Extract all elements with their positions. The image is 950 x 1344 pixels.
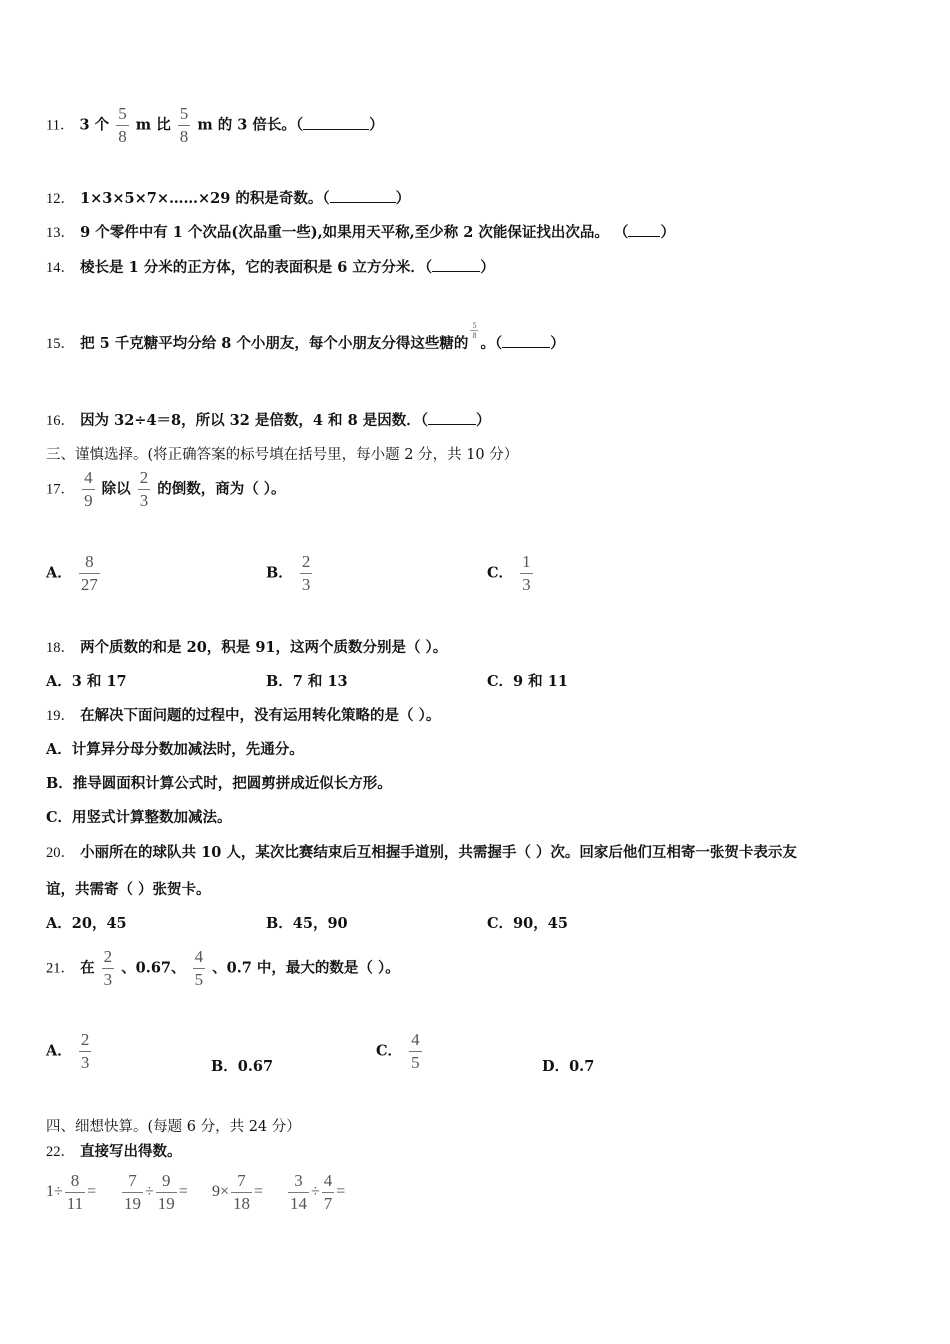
question-text: 的倒数，商为（ ）。 [157,480,286,498]
question-14 [46,256,495,277]
question-text: 谊，共需寄（ ）张贺卡。 [46,881,211,898]
question-22 [46,1140,182,1161]
option-text: 推导圆面积计算公式时，把圆剪拼成近似长方形。 [72,775,392,792]
option-b[interactable] [266,551,314,596]
option-text: 3 和 17 [71,673,127,690]
fraction: $\frac{4}{7}$ [323,1171,333,1213]
question-number: 14． [46,260,75,276]
question-number: 11． [46,117,75,134]
question-19 [46,704,440,725]
question-text: 9 个零件中有 1 个次品(次品重一些),如果用天平称,至少称 2 次能保证找出次品。 （ [80,224,629,241]
option-b[interactable] [211,1055,273,1076]
option-a[interactable] [46,738,304,759]
answer-blank[interactable] [432,259,480,272]
fraction: $\frac{2}{3}$ [139,468,149,510]
fraction: $\frac{9}{19}$ [157,1171,175,1213]
calc-expression-3 [212,1170,263,1215]
question-text: 直接写出得数。 [80,1143,182,1160]
question-text: 在 [80,959,95,977]
question-17 [46,467,286,512]
option-b[interactable] [266,912,348,933]
question-number: 22． [46,1144,75,1160]
question-text: 、0.67、 [121,959,186,977]
option-c[interactable] [487,551,535,596]
answer-blank[interactable] [628,224,660,237]
fraction: $\frac{2}{3}$ [103,947,113,989]
operand: 1 [46,1183,54,1201]
fraction: $\frac{4}{5}$ [411,1030,420,1072]
question-text: 、0.7 中，最大的数是（ ）。 [212,959,400,977]
section-3-title: 三、谨慎选择。(将正确答案的标号填在括号里，每小题 2 分，共 10 分） [46,447,519,463]
operator: ÷ [54,1183,63,1201]
option-text: 0.67 [237,1058,274,1075]
option-label: A． [46,673,72,690]
question-text: 小丽所在的球队共 10 人，某次比赛结束后互相握手道别，共需握手（ ）次。回家后他们互相寄一张贺卡表示友 [80,844,797,861]
calc-expression-1 [46,1170,96,1215]
fraction: $\frac{7}{18}$ [233,1171,251,1213]
question-number: 12． [46,191,75,207]
question-text: 棱长是 1 分米的正方体，它的表面积是 6 立方分米．（ [80,259,433,276]
question-text: 因为 32÷4＝8，所以 32 是倍数，4 和 8 是因数．（ [80,412,428,429]
equals-sign: = [336,1183,346,1201]
option-b[interactable] [46,772,392,793]
option-label: B． [211,1058,238,1075]
option-label: C． [487,564,514,582]
question-text: 3 个 [79,116,110,134]
fraction: $\frac{8}{11}$ [66,1171,84,1213]
fraction: $\frac{5}{8}$ [118,104,127,146]
option-label: B． [266,673,293,690]
option-label: C． [487,915,514,932]
option-label: A． [46,564,72,582]
equals-sign: = [178,1183,188,1201]
paren-close: ） [475,412,491,429]
fraction: $\frac{5}{8}$ [179,104,189,146]
option-text: 0.7 [569,1058,595,1075]
option-text: 45，90 [292,915,348,932]
paren-close: ） [660,224,675,241]
question-number: 20． [46,845,75,861]
question-20-cont [46,878,211,899]
option-b[interactable] [266,670,348,691]
option-label: A． [46,1042,72,1060]
operand: 9 [212,1183,220,1201]
fraction: $\frac{1}{3}$ [522,552,531,594]
question-number: 16． [46,413,75,429]
question-number: 13． [46,225,75,241]
question-16 [46,409,490,430]
question-text: 把 5 千克糖平均分给 8 个小朋友，每个小朋友分得这些糖的 [80,335,469,352]
option-c[interactable] [46,806,232,827]
option-text: 90，45 [513,915,568,932]
question-18 [46,636,447,657]
fraction: $\frac{7}{19}$ [124,1171,141,1213]
option-text: 计算异分母分数加减法时，先通分。 [71,741,304,758]
option-label: C． [487,673,514,690]
equals-sign: = [87,1183,97,1201]
question-text: 。（ [480,335,503,352]
paren-close: ） [369,116,384,134]
option-label: C． [376,1042,403,1060]
option-a[interactable] [46,1029,93,1074]
question-12 [46,187,410,208]
option-label: B． [46,775,73,792]
question-text: m 的 3 倍长。（ [197,116,304,134]
option-a[interactable] [46,551,102,596]
question-21 [46,946,400,991]
option-label: A． [46,915,72,932]
option-a[interactable] [46,670,127,691]
question-13 [46,221,675,242]
fraction: $\frac{8}{27}$ [80,552,98,594]
option-text: 9 和 11 [513,673,568,690]
question-number: 19． [46,708,75,724]
option-text: 用竖式计算整数加减法。 [72,809,232,826]
option-c[interactable] [487,670,568,691]
question-15 [46,321,565,353]
fraction: $\frac{4}{9}$ [84,468,93,510]
question-20 [46,841,797,862]
question-text: m 比 [135,116,171,134]
fraction: $\frac{2}{3}$ [301,552,311,594]
question-text: 1×3×5×7×……×29 的积是奇数。（ [80,190,330,207]
operator: × [220,1183,230,1201]
paren-close: ） [550,335,565,352]
option-text: 7 和 13 [292,673,348,690]
question-number: 15． [46,336,75,352]
option-label: B． [266,915,293,932]
option-text: 20，45 [71,915,127,932]
fraction: $\frac{5}{8}$ [472,321,477,340]
option-label: C． [46,809,73,826]
paren-close: ） [480,259,495,276]
option-a[interactable] [46,912,127,933]
question-text: 两个质数的和是 20，积是 91，这两个质数分别是（ ）。 [80,639,448,656]
answer-blank[interactable] [428,412,476,425]
equals-sign: = [254,1183,264,1201]
question-number: 21． [46,960,75,977]
question-text: 除以 [101,480,131,498]
option-d[interactable] [542,1055,594,1076]
operator: ÷ [311,1183,320,1201]
fraction: $\frac{4}{5}$ [194,947,204,989]
operator: ÷ [145,1183,154,1201]
answer-blank[interactable] [502,335,550,348]
fraction: $\frac{3}{14}$ [290,1171,307,1213]
question-11 [46,103,384,148]
option-label: B． [266,564,293,582]
option-label: D． [542,1058,570,1075]
answer-blank[interactable] [330,190,396,203]
calc-expression-2 [120,1170,188,1215]
question-number: 17． [46,481,75,498]
option-c[interactable] [487,912,568,933]
option-c[interactable] [376,1029,424,1074]
question-number: 18． [46,640,75,656]
paren-close: ） [395,190,411,207]
section-4-title: 四、细想快算。(每题 6 分，共 24 分） [46,1119,301,1135]
option-label: A． [46,741,72,758]
question-text: 在解决下面问题的过程中，没有运用转化策略的是（ ）。 [80,707,441,724]
fraction: $\frac{2}{3}$ [80,1030,90,1072]
calc-expression-4 [286,1170,345,1215]
answer-blank[interactable] [303,117,369,130]
